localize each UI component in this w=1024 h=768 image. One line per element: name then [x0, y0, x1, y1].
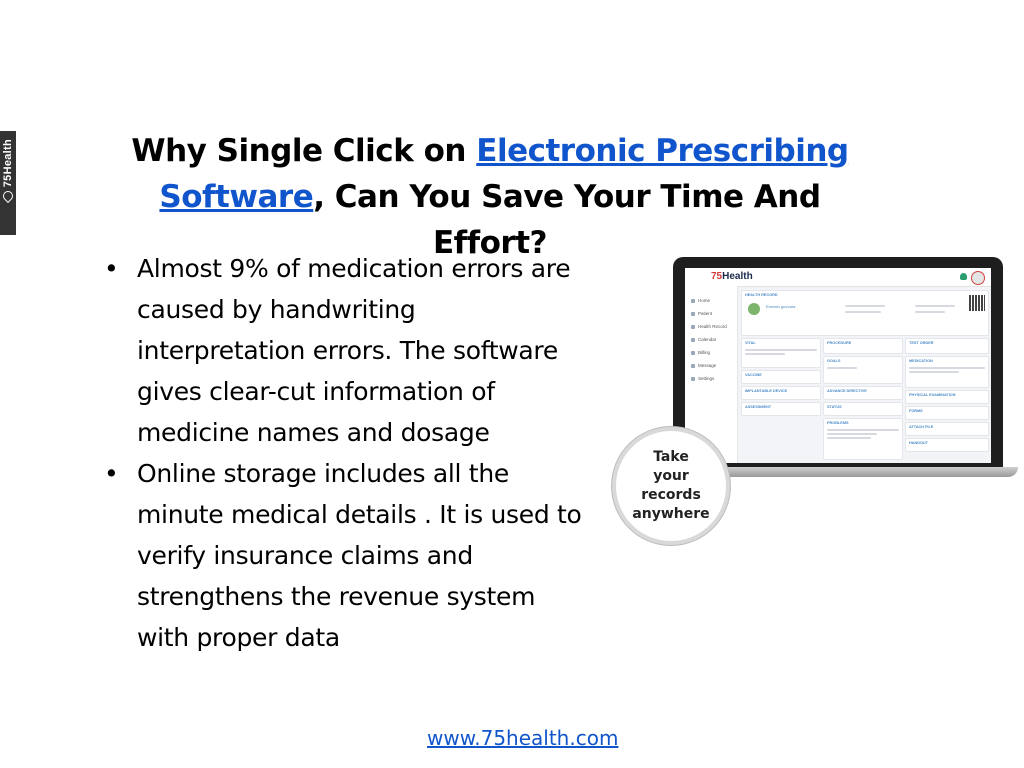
take-records-badge [612, 427, 730, 545]
app-panel-title: IMPLANTABLE DEVICE [745, 389, 788, 393]
app-logo [711, 271, 753, 282]
app-panel [905, 422, 989, 436]
bullet-text: Online storage includes all the minute medical details . It is used to verify insurance claims and strengthens the revenue system with proper data [137, 459, 582, 652]
text-line [745, 349, 817, 351]
badge-line: Take [653, 449, 689, 465]
badge-line: records [641, 487, 701, 503]
app-panel-title: MEDICATION [909, 359, 933, 363]
app-panel-title: PROCEDURE [827, 341, 852, 345]
text-line [845, 311, 881, 313]
text-line [845, 305, 885, 307]
bell-icon [960, 273, 967, 280]
badge-line: your [653, 468, 689, 484]
patient-icon [691, 312, 695, 316]
app-panel-title: ASSESSMENT [745, 405, 772, 409]
app-sidebar-label: Health Record [698, 324, 727, 329]
app-panel [905, 406, 989, 420]
laptop-screen-frame [673, 257, 1003, 471]
app-sidebar-label: Home [698, 298, 711, 303]
title-prefix: Why Single Click on [131, 133, 477, 169]
text-line [909, 371, 959, 373]
title-suffix: , Can You Save Your Time And Effort? [313, 179, 821, 261]
app-panel-title: ADVANCE DIRECTIVE [827, 389, 867, 393]
app-panel-title: VACCINE [745, 373, 762, 377]
app-topbar [685, 268, 991, 287]
avatar [971, 271, 985, 285]
app-sidebar-item [685, 333, 737, 346]
app-panel-health-record [741, 290, 989, 336]
app-panel-title: ATTACH FILE [909, 425, 934, 429]
app-panel [741, 338, 821, 368]
app-sidebar-item [685, 359, 737, 372]
badge-line: anywhere [632, 506, 710, 522]
app-panel [823, 338, 903, 354]
app-sidebar-label: Message [698, 363, 717, 368]
text-line [827, 367, 857, 369]
app-sidebar-label: Calendar [698, 337, 717, 342]
app-panel [905, 438, 989, 452]
heart-icon [1, 189, 15, 203]
text-line [909, 367, 985, 369]
calendar-icon [691, 338, 695, 342]
app-panel [905, 338, 989, 354]
app-screenshot [685, 268, 991, 463]
app-logo-text: Health [722, 271, 753, 282]
app-panel [905, 390, 989, 404]
bullet-marker: • [104, 254, 119, 283]
app-panel [741, 386, 821, 400]
text-line [827, 429, 899, 431]
bullet-item-online-storage [104, 453, 584, 658]
app-sidebar-label: Billing [698, 350, 711, 355]
app-panel-title: HANDOUT [909, 441, 928, 445]
patient-name: Ernesto guevara [766, 304, 796, 309]
app-logo-number: 75 [711, 271, 723, 282]
app-panel [823, 402, 903, 416]
app-panel [741, 370, 821, 384]
app-panel [823, 356, 903, 384]
title-link-electronic-prescribing[interactable]: Electronic Prescribing Software [159, 133, 849, 215]
app-sidebar-item [685, 294, 737, 307]
website-link[interactable]: www.75health.com [427, 726, 619, 750]
billing-icon [691, 351, 695, 355]
app-panel-title: HEALTH RECORD [745, 293, 778, 297]
app-panel-title: FORMS [909, 409, 923, 413]
app-panel-title: TEST ORDER [909, 341, 934, 345]
record-icon [691, 325, 695, 329]
app-sidebar-item [685, 307, 737, 320]
app-panel-title: PROBLEMS [827, 421, 849, 425]
slide-title [100, 128, 880, 266]
app-panel [823, 386, 903, 400]
text-line [915, 311, 945, 313]
bullet-text: Almost 9% of medication errors are caused by handwriting interpretation errors. The software gives clear-cut information of medicine names and dosage [137, 254, 571, 447]
bullet-item-medication-errors [104, 248, 584, 453]
app-panel-title: GOALS [827, 359, 841, 363]
gear-icon [691, 377, 695, 381]
home-icon [691, 299, 695, 303]
app-sidebar-label: Patient [698, 311, 713, 316]
text-line [745, 353, 785, 355]
text-line [915, 305, 955, 307]
app-sidebar-item [685, 346, 737, 359]
app-panel-title: STATUS [827, 405, 842, 409]
text-line [827, 437, 871, 439]
message-icon [691, 364, 695, 368]
brand-side-tab [0, 131, 16, 235]
app-panel [741, 402, 821, 416]
app-panel-title: PHYSICAL EXAMINATION [909, 393, 956, 397]
brand-side-tab-text: 75Health [2, 139, 14, 188]
app-panel-title: VITAL [745, 341, 756, 345]
app-panel [823, 418, 903, 460]
app-sidebar-item [685, 372, 737, 385]
patient-photo [748, 303, 760, 315]
text-line [827, 433, 877, 435]
app-sidebar-item [685, 320, 737, 333]
app-sidebar-label: Settings [698, 376, 715, 381]
app-panel [905, 356, 989, 388]
bullet-list [104, 248, 584, 658]
qr-code [969, 295, 985, 311]
bullet-marker: • [104, 459, 119, 488]
